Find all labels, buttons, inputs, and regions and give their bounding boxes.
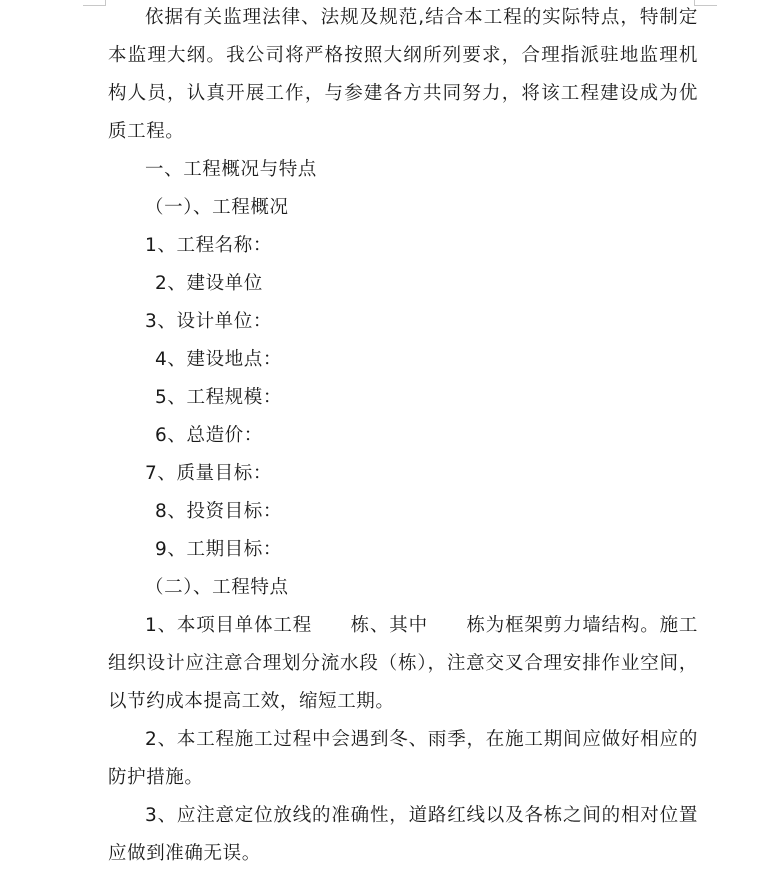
document-body (108, 0, 698, 873)
item-scale: 5、工程规模： (155, 387, 282, 408)
item-design-unit: 3、设计单位： (145, 311, 272, 332)
item-project-name: 1、工程名称： (145, 235, 272, 256)
feature-paragraph-1: 1、本项目单体工程 栋、其中 栋为框架剪力墙结构。施工组织设计应注意合理划分流水段（栋），注意交叉合理安排作业空间，以节约成本提高工效，缩短工期。 (108, 615, 698, 712)
subsection-heading-features: （二）、工程特点 (145, 577, 289, 598)
item-investment-target: 8、投资目标： (155, 501, 282, 522)
item-schedule-target: 9、工期目标： (155, 539, 282, 560)
page-margin-corner-left (83, 0, 106, 6)
subsection-heading-overview: （一）、工程概况 (145, 197, 289, 218)
item-construction-unit: 2、建设单位 (155, 273, 263, 294)
intro-paragraph: 依据有关监理法律、法规及规范,结合本工程的实际特点，特制定本监理大纲。我公司将严格按照大纲所列要求，合理指派驻地监理机构人员，认真开展工作，与参建各方共同努力，将该工程建设成为优质工程。 (108, 7, 698, 142)
feature-paragraph-3: 3、应注意定位放线的准确性，道路红线以及各栋之间的相对位置应做到准确无误。 (108, 805, 698, 864)
item-total-cost: 6、总造价： (155, 425, 263, 446)
feature-paragraph-2: 2、本工程施工过程中会遇到冬、雨季，在施工期间应做好相应的防护措施。 (108, 729, 698, 788)
item-quality-target: 7、质量目标： (145, 463, 272, 484)
item-location: 4、建设地点： (155, 349, 282, 370)
section-heading-overview: 一、工程概况与特点 (145, 159, 317, 180)
